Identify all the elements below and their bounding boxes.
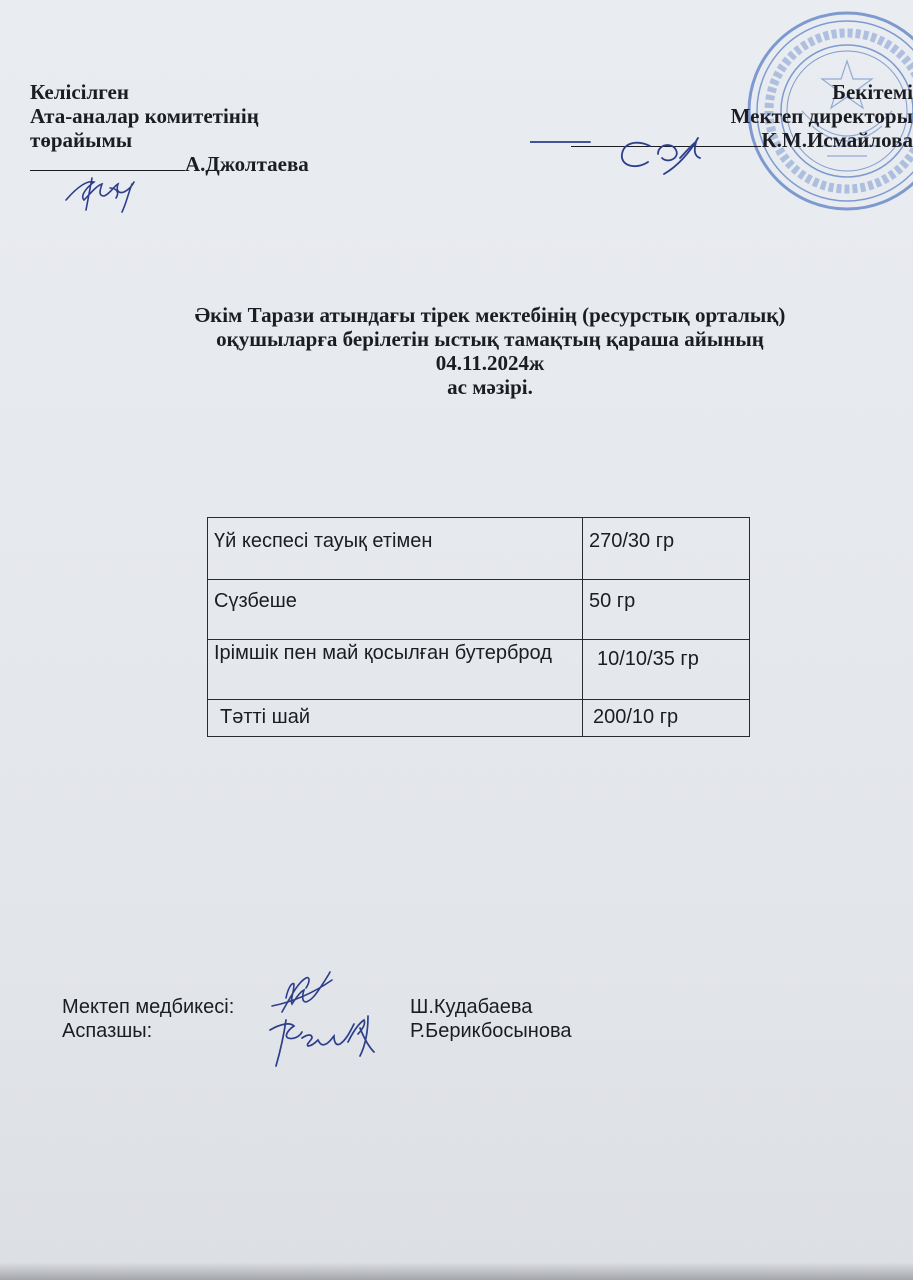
table-row: [208, 580, 750, 640]
staff-name: Р.Берикбосынова: [410, 1020, 572, 1042]
table-row: [208, 700, 750, 737]
approved-label: Бекітемі: [832, 80, 913, 104]
dish-name: Ірімшік пен май қосылған бутерброд: [208, 640, 583, 700]
dish-portion: 200/10 гр: [583, 700, 750, 737]
title-date: 04.11.2024ж: [435, 351, 545, 375]
agreed-label: Келісілген: [30, 80, 129, 104]
agreement-block: [30, 80, 309, 176]
committee-label: Ата-аналар комитетінің: [30, 104, 259, 128]
table-row: [208, 640, 750, 700]
document-title: [60, 303, 913, 399]
table-row: [208, 518, 750, 580]
cook-signature-icon: [262, 1008, 392, 1073]
menu-table: [207, 517, 750, 737]
dish-name: Сүзбеше: [208, 580, 583, 640]
chairwoman-label: төрайымы: [30, 128, 133, 152]
director-signature-icon: [530, 128, 720, 178]
dish-portion: 10/10/35 гр: [583, 640, 750, 700]
dish-name: Тәтті шай: [208, 700, 583, 737]
director-name: К.М.Исмайлова: [761, 128, 913, 152]
staff-name: Ш.Кудабаева: [410, 996, 533, 1018]
staff-role: Мектеп медбикесі:: [62, 996, 235, 1018]
staff-role: Аспазшы:: [62, 1020, 153, 1042]
chairwoman-name: А.Джолтаева: [185, 152, 309, 176]
title-line-1: Әкім Тарази атындағы тірек мектебінің (ресурстық орталық): [194, 303, 786, 327]
title-line-4: ас мәзірі.: [447, 375, 533, 399]
director-label: Мектеп директоры: [730, 104, 913, 128]
chairwoman-signature-icon: [62, 170, 152, 215]
dish-portion: 270/30 гр: [583, 518, 750, 580]
title-line-2: оқушыларға берілетін ыстық тамақтың қараша айының: [216, 327, 764, 351]
dish-portion: 50 гр: [583, 580, 750, 640]
dish-name: Үй кеспесі тауық етімен: [208, 518, 583, 580]
page-edge-shadow: [0, 1262, 913, 1280]
